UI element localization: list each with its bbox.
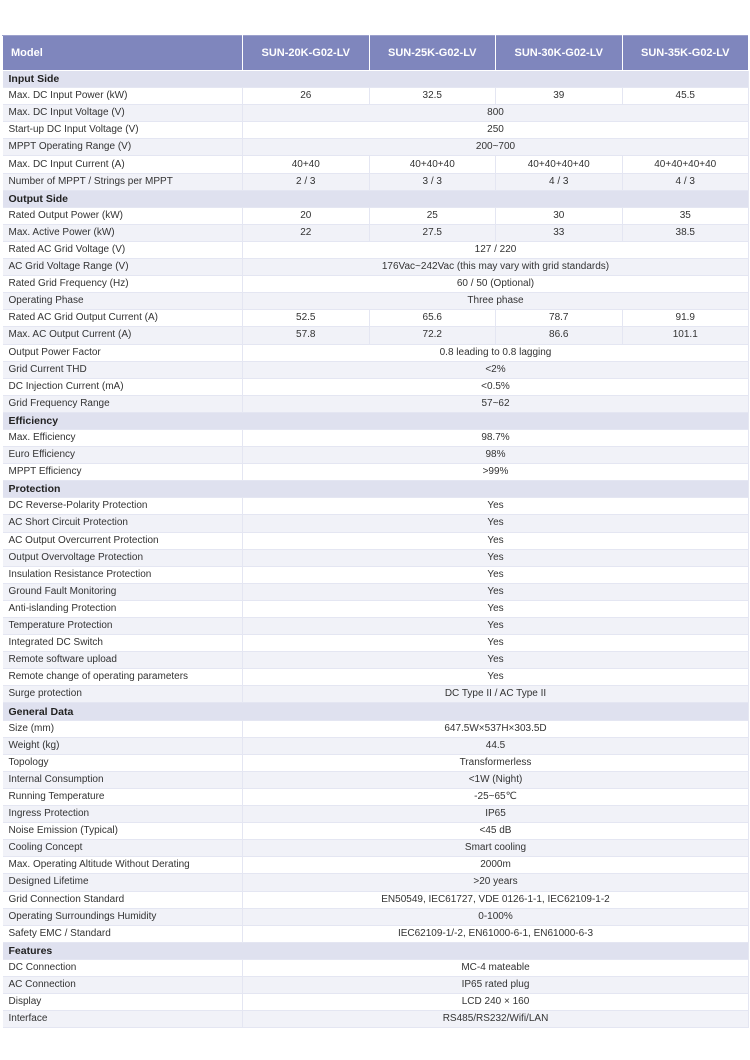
section-row <box>3 481 749 498</box>
row-value: -25~65℃ <box>243 788 749 805</box>
table-row <box>3 395 749 412</box>
row-label: Euro Efficiency <box>3 447 243 464</box>
model-header: Model <box>3 36 243 71</box>
row-label: MPPT Efficiency <box>3 464 243 481</box>
table-row <box>3 156 749 173</box>
row-value: 91.9 <box>622 310 749 327</box>
table-row <box>3 259 749 276</box>
row-value: 200~700 <box>243 139 749 156</box>
table-row <box>3 378 749 395</box>
model-column-header: SUN-35K-G02-LV <box>622 36 749 71</box>
row-label: AC Connection <box>3 976 243 993</box>
row-value: 101.1 <box>622 327 749 344</box>
row-label: Max. DC Input Voltage (V) <box>3 105 243 122</box>
table-row <box>3 754 749 771</box>
row-value: 250 <box>243 122 749 139</box>
row-value: 2 / 3 <box>243 173 370 190</box>
row-label: Max. DC Input Power (kW) <box>3 88 243 105</box>
row-value: RS485/RS232/Wifi/LAN <box>243 1011 749 1028</box>
row-value: Yes <box>243 515 749 532</box>
row-value: 176Vac~242Vac (this may vary with grid standards) <box>243 259 749 276</box>
row-value: <0.5% <box>243 378 749 395</box>
row-value: Yes <box>243 583 749 600</box>
row-label: Ground Fault Monitoring <box>3 583 243 600</box>
table-row <box>3 959 749 976</box>
table-row <box>3 891 749 908</box>
row-label: Remote change of operating parameters <box>3 669 243 686</box>
row-value: 800 <box>243 105 749 122</box>
row-value: 57.8 <box>243 327 370 344</box>
row-value: 647.5W×537H×303.5D <box>243 720 749 737</box>
row-value: >99% <box>243 464 749 481</box>
row-label: Start-up DC Input Voltage (V) <box>3 122 243 139</box>
row-value: 27.5 <box>369 224 496 241</box>
table-row <box>3 173 749 190</box>
row-label: Running Temperature <box>3 788 243 805</box>
row-label: Size (mm) <box>3 720 243 737</box>
row-value: 0.8 leading to 0.8 lagging <box>243 344 749 361</box>
row-label: Ingress Protection <box>3 806 243 823</box>
table-row <box>3 788 749 805</box>
table-row <box>3 669 749 686</box>
row-value: <1W (Night) <box>243 771 749 788</box>
section-row <box>3 703 749 720</box>
row-label: Remote software upload <box>3 652 243 669</box>
table-row <box>3 874 749 891</box>
table-row <box>3 549 749 566</box>
row-value: Yes <box>243 549 749 566</box>
row-label: AC Output Overcurrent Protection <box>3 532 243 549</box>
table-row <box>3 515 749 532</box>
row-label: Grid Frequency Range <box>3 395 243 412</box>
row-value: 98% <box>243 447 749 464</box>
row-value: >20 years <box>243 874 749 891</box>
row-value: 44.5 <box>243 737 749 754</box>
table-row <box>3 720 749 737</box>
table-row <box>3 857 749 874</box>
section-row <box>3 412 749 429</box>
row-label: Surge protection <box>3 686 243 703</box>
row-label: Anti-islanding Protection <box>3 600 243 617</box>
row-label: Rated Grid Frequency (Hz) <box>3 276 243 293</box>
table-row <box>3 88 749 105</box>
row-label: Max. AC Output Current (A) <box>3 327 243 344</box>
model-column-header: SUN-20K-G02-LV <box>243 36 370 71</box>
section-title: Features <box>3 942 749 959</box>
table-row <box>3 207 749 224</box>
row-value: Yes <box>243 652 749 669</box>
row-value: MC-4 mateable <box>243 959 749 976</box>
row-value: 4 / 3 <box>496 173 623 190</box>
row-value: DC Type II / AC Type II <box>243 686 749 703</box>
table-row <box>3 994 749 1011</box>
table-row <box>3 925 749 942</box>
row-label: Max. Efficiency <box>3 429 243 446</box>
section-title: Efficiency <box>3 412 749 429</box>
row-label: Safety EMC / Standard <box>3 925 243 942</box>
row-value: Smart cooling <box>243 840 749 857</box>
row-label: DC Connection <box>3 959 243 976</box>
row-label: Integrated DC Switch <box>3 635 243 652</box>
row-value: <45 dB <box>243 823 749 840</box>
row-label: MPPT Operating Range (V) <box>3 139 243 156</box>
table-row <box>3 908 749 925</box>
row-label: Internal Consumption <box>3 771 243 788</box>
table-row <box>3 1011 749 1028</box>
table-row <box>3 464 749 481</box>
row-label: Operating Phase <box>3 293 243 310</box>
row-value: 39 <box>496 88 623 105</box>
row-value: Yes <box>243 669 749 686</box>
section-title: Output Side <box>3 190 749 207</box>
row-value: Yes <box>243 600 749 617</box>
table-row <box>3 447 749 464</box>
table-row <box>3 771 749 788</box>
section-row <box>3 71 749 88</box>
table-row <box>3 241 749 258</box>
row-label: Weight (kg) <box>3 737 243 754</box>
table-row <box>3 327 749 344</box>
row-value: 52.5 <box>243 310 370 327</box>
row-label: Topology <box>3 754 243 771</box>
row-label: Grid Connection Standard <box>3 891 243 908</box>
row-value: IP65 <box>243 806 749 823</box>
row-value: LCD 240 × 160 <box>243 994 749 1011</box>
row-value: IEC62109-1/-2, EN61000-6-1, EN61000-6-3 <box>243 925 749 942</box>
table-row <box>3 310 749 327</box>
row-value: 127 / 220 <box>243 241 749 258</box>
row-value: 40+40+40+40 <box>496 156 623 173</box>
row-label: Temperature Protection <box>3 618 243 635</box>
table-row <box>3 635 749 652</box>
row-label: Max. DC Input Current (A) <box>3 156 243 173</box>
table-row <box>3 840 749 857</box>
row-value: 38.5 <box>622 224 749 241</box>
row-value: 33 <box>496 224 623 241</box>
row-value: 2000m <box>243 857 749 874</box>
row-value: EN50549, IEC61727, VDE 0126-1-1, IEC62109-1-2 <box>243 891 749 908</box>
row-label: DC Reverse-Polarity Protection <box>3 498 243 515</box>
row-value: Transformerless <box>243 754 749 771</box>
spec-table-body <box>3 71 749 1028</box>
row-value: 45.5 <box>622 88 749 105</box>
section-title: Input Side <box>3 71 749 88</box>
row-value: 78.7 <box>496 310 623 327</box>
row-value: 40+40+40 <box>369 156 496 173</box>
row-value: 60 / 50 (Optional) <box>243 276 749 293</box>
row-value: 3 / 3 <box>369 173 496 190</box>
row-value: 25 <box>369 207 496 224</box>
section-row <box>3 190 749 207</box>
row-label: Interface <box>3 1011 243 1028</box>
table-row <box>3 429 749 446</box>
row-label: DC Injection Current (mA) <box>3 378 243 395</box>
model-column-header: SUN-30K-G02-LV <box>496 36 623 71</box>
table-row <box>3 276 749 293</box>
table-row <box>3 344 749 361</box>
row-label: Output Power Factor <box>3 344 243 361</box>
table-row <box>3 976 749 993</box>
row-label: Output Overvoltage Protection <box>3 549 243 566</box>
table-row <box>3 600 749 617</box>
table-row <box>3 737 749 754</box>
table-row <box>3 293 749 310</box>
row-label: Cooling Concept <box>3 840 243 857</box>
row-value: 4 / 3 <box>622 173 749 190</box>
row-label: Insulation Resistance Protection <box>3 566 243 583</box>
table-row <box>3 122 749 139</box>
row-value: 98.7% <box>243 429 749 446</box>
row-value: Yes <box>243 635 749 652</box>
row-value: 65.6 <box>369 310 496 327</box>
row-value: 86.6 <box>496 327 623 344</box>
row-label: Max. Active Power (kW) <box>3 224 243 241</box>
table-row <box>3 498 749 515</box>
table-row <box>3 224 749 241</box>
model-column-header: SUN-25K-G02-LV <box>369 36 496 71</box>
row-value: 32.5 <box>369 88 496 105</box>
row-value: Three phase <box>243 293 749 310</box>
row-label: Operating Surroundings Humidity <box>3 908 243 925</box>
section-row <box>3 942 749 959</box>
row-label: Max. Operating Altitude Without Derating <box>3 857 243 874</box>
table-row <box>3 823 749 840</box>
row-value: 57~62 <box>243 395 749 412</box>
row-label: Designed Lifetime <box>3 874 243 891</box>
row-value: <2% <box>243 361 749 378</box>
table-row <box>3 686 749 703</box>
row-label: Noise Emission (Typical) <box>3 823 243 840</box>
table-row <box>3 806 749 823</box>
row-value: Yes <box>243 566 749 583</box>
table-row <box>3 105 749 122</box>
table-row <box>3 583 749 600</box>
row-value: 35 <box>622 207 749 224</box>
table-row <box>3 532 749 549</box>
row-label: Grid Current THD <box>3 361 243 378</box>
row-label: Rated AC Grid Voltage (V) <box>3 241 243 258</box>
row-value: 22 <box>243 224 370 241</box>
row-value: 30 <box>496 207 623 224</box>
row-label: AC Short Circuit Protection <box>3 515 243 532</box>
row-value: Yes <box>243 532 749 549</box>
table-row <box>3 139 749 156</box>
table-row <box>3 618 749 635</box>
row-label: Display <box>3 994 243 1011</box>
row-label: Rated AC Grid Output Current (A) <box>3 310 243 327</box>
table-row <box>3 566 749 583</box>
table-row <box>3 361 749 378</box>
row-value: Yes <box>243 498 749 515</box>
row-label: Rated Output Power (kW) <box>3 207 243 224</box>
row-value: 0-100% <box>243 908 749 925</box>
row-value: 26 <box>243 88 370 105</box>
section-title: Protection <box>3 481 749 498</box>
row-value: IP65 rated plug <box>243 976 749 993</box>
spec-table <box>2 35 749 1028</box>
section-title: General Data <box>3 703 749 720</box>
row-label: Number of MPPT / Strings per MPPT <box>3 173 243 190</box>
row-value: Yes <box>243 618 749 635</box>
row-value: 20 <box>243 207 370 224</box>
header-row <box>3 36 749 71</box>
table-row <box>3 652 749 669</box>
row-value: 40+40 <box>243 156 370 173</box>
row-value: 72.2 <box>369 327 496 344</box>
row-value: 40+40+40+40 <box>622 156 749 173</box>
row-label: AC Grid Voltage Range (V) <box>3 259 243 276</box>
